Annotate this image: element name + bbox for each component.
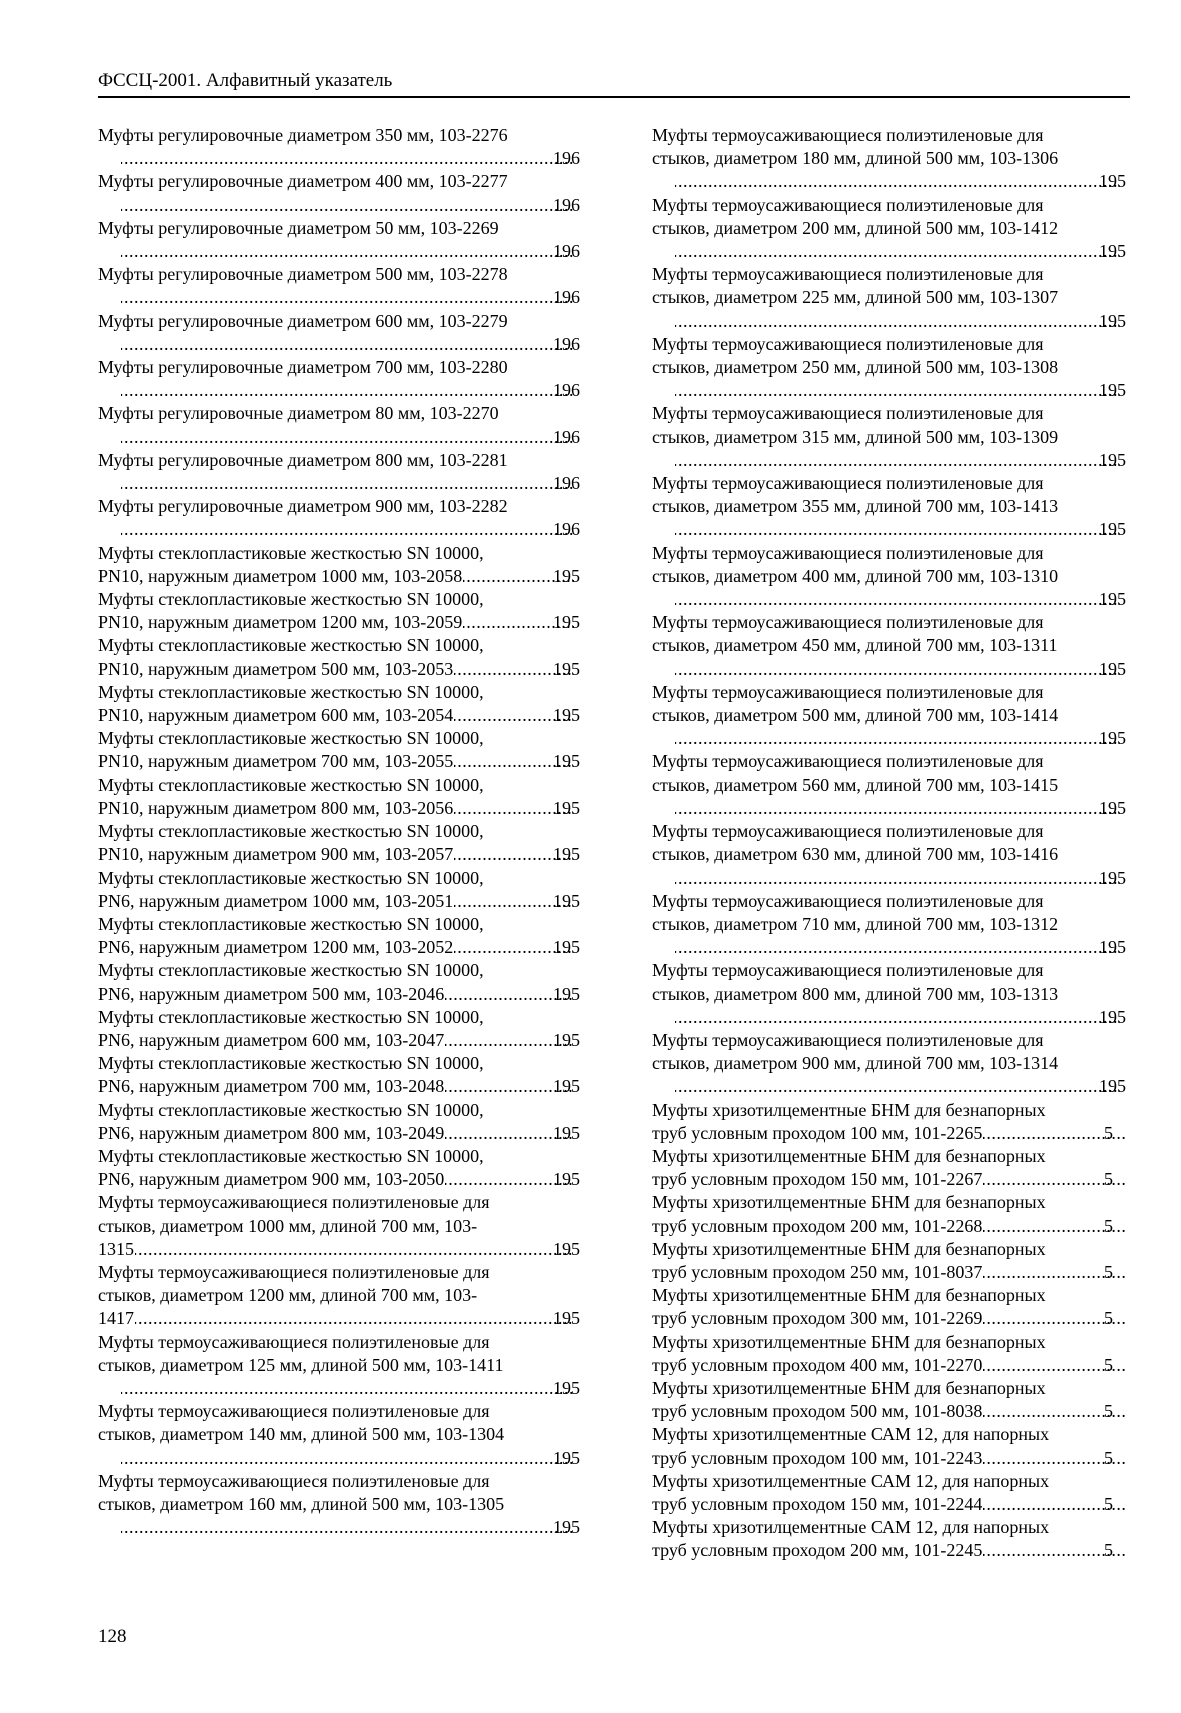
entry-line: Муфты термоусаживающиеся полиэтиленовые для [98, 1401, 490, 1422]
entry-tail-text: PN6, наружным диаметром 800 мм, 103-2049 [98, 1122, 445, 1143]
entry-leader-line: труб условным проходом 150 мм, 101-2244 ..... 5 [674, 1493, 1126, 1516]
entry-page-ref: 195 [553, 658, 580, 679]
entry-page-ref: 195 [553, 1308, 580, 1329]
dot-leader [675, 379, 1120, 402]
index-entry [98, 1191, 580, 1261]
entry-leader-line [120, 333, 580, 356]
entry-line: Муфты термоусаживающиеся полиэтиленовые для [652, 473, 1044, 494]
entry-tail-text: труб условным проходом 100 мм, 101-2243 [652, 1447, 983, 1468]
entry-line: Муфты стеклопластиковые жесткостью SN 10000, [98, 1053, 484, 1074]
entry-page-ref: 196 [553, 380, 580, 401]
entry-leader-line [98, 1307, 580, 1330]
entry-tail-text: PN6, наружным диаметром 500 мм, 103-2046 [98, 983, 445, 1004]
entry-page-ref: 195 [553, 844, 580, 865]
index-entry [652, 750, 1126, 820]
entry-leader-line [120, 194, 580, 217]
index-entry [652, 820, 1126, 890]
entry-page-ref: 195 [1099, 310, 1126, 331]
entry-line: стыков, диаметром 225 мм, длиной 500 мм, 103-1307 [652, 287, 1059, 308]
entry-tail-text: PN10, наружным диаметром 800 мм, 103-2056 [98, 797, 454, 818]
entry-line: стыков, диаметром 250 мм, длиной 500 мм, 103-1308 [652, 357, 1059, 378]
entry-line: Муфты регулировочные диаметром 50 мм, 103-2269 [98, 217, 499, 238]
entry-page-ref: 196 [553, 194, 580, 215]
entry-page-ref: 195 [1099, 867, 1126, 888]
entry-tail-text: труб условным проходом 250 мм, 101-8037 [652, 1261, 983, 1282]
entry-page-ref: 196 [553, 426, 580, 447]
dot-leader [675, 1075, 1120, 1098]
entry-page-ref: 196 [553, 519, 580, 540]
entry-leader-line [674, 797, 1126, 820]
entry-line: Муфты стеклопластиковые жесткостью SN 10000, [98, 774, 484, 795]
entry-tail-text: труб условным проходом 200 мм, 101-2268 [652, 1215, 983, 1236]
entry-line: стыков, диаметром 630 мм, длиной 700 мм, 103-1416 [652, 844, 1059, 865]
index-entry [652, 472, 1126, 542]
entry-leader-line [120, 1447, 580, 1470]
entry-line: Муфты термоусаживающиеся полиэтиленовые для [652, 264, 1044, 285]
entry-leader-line: труб условным проходом 100 мм, 101-2243 ..... 5 [674, 1447, 1126, 1470]
entry-line: стыков, диаметром 500 мм, длиной 700 мм, 103-1414 [652, 705, 1059, 726]
entry-line: стыков, диаметром 710 мм, длиной 700 мм, 103-1312 [652, 913, 1059, 934]
entry-line: Муфты термоусаживающиеся полиэтиленовые для [652, 333, 1044, 354]
dot-leader [121, 379, 574, 402]
entry-leader-line: труб условным проходом 400 мм, 101-2270 ..... 5 [674, 1354, 1126, 1377]
page-number: 128 [98, 1626, 127, 1647]
entry-leader-line [98, 1168, 580, 1191]
entry-tail-text: 1417 [98, 1308, 134, 1329]
index-entry [652, 124, 1126, 194]
entry-tail-text: PN10, наружным диаметром 1000 мм, 103-2058 [98, 565, 463, 586]
entry-page-ref: 196 [553, 287, 580, 308]
entry-leader-line [674, 518, 1126, 541]
dot-leader [675, 727, 1120, 750]
entry-line: Муфты регулировочные диаметром 350 мм, 103-2276 [98, 125, 508, 145]
entry-leader-line [98, 890, 580, 913]
entry-leader-line [674, 170, 1126, 193]
entry-page-ref: 195 [553, 1447, 580, 1468]
entry-page-ref: 195 [553, 1377, 580, 1398]
index-entry [652, 1099, 1126, 1145]
index-entry [652, 1191, 1126, 1237]
entry-line: Муфты хризотилцементные БНМ для безнапорных [652, 1099, 1046, 1120]
entry-page-ref: 195 [553, 1029, 580, 1050]
dot-leader [121, 1447, 574, 1470]
dot-leader [675, 240, 1120, 263]
entry-leader-line: труб условным проходом 100 мм, 101-2265 ..... 5 [674, 1122, 1126, 1145]
entry-tail-text: PN10, наружным диаметром 900 мм, 103-2057 [98, 844, 454, 865]
entry-line: стыков, диаметром 560 мм, длиной 700 мм, 103-1415 [652, 774, 1059, 795]
entry-leader-line [98, 936, 580, 959]
entry-line: стыков, диаметром 200 мм, длиной 500 мм, 103-1412 [652, 217, 1059, 238]
entry-page-ref: 195 [1099, 241, 1126, 262]
entry-page-ref: 195 [1099, 797, 1126, 818]
dot-leader [675, 518, 1120, 541]
entry-line: Муфты регулировочные диаметром 600 мм, 103-2279 [98, 310, 508, 331]
entry-leader-line [98, 658, 580, 681]
entry-tail-text: PN6, наружным диаметром 1000 мм, 103-2051 [98, 890, 454, 911]
index-entry [652, 542, 1126, 612]
entry-page-ref: 196 [553, 241, 580, 262]
dot-leader [121, 333, 574, 356]
entry-page-ref: 195 [553, 983, 580, 1004]
entry-page-ref: 195 [553, 1122, 580, 1143]
entry-line: стыков, диаметром 450 мм, длиной 700 мм, 103-1311 [652, 635, 1058, 656]
entry-leader-line [674, 1006, 1126, 1029]
entry-line: стыков, диаметром 315 мм, длиной 500 мм, 103-1309 [652, 426, 1059, 447]
entry-leader-line [674, 379, 1126, 402]
dot-leader [675, 867, 1120, 890]
index-entry [98, 449, 580, 495]
dot-leader [675, 797, 1120, 820]
entry-line: стыков, диаметром 355 мм, длиной 700 мм, 103-1413 [652, 496, 1059, 517]
index-entry [98, 402, 580, 448]
dot-leader [135, 1238, 574, 1261]
entry-line: Муфты хризотилцементные БНМ для безнапорных [652, 1238, 1046, 1259]
entry-page-ref: 195 [1099, 937, 1126, 958]
entry-page-ref: 195 [1099, 728, 1126, 749]
entry-leader-line [120, 286, 580, 309]
dot-leader [121, 426, 574, 449]
dot-leader [675, 658, 1120, 681]
entry-leader-line [674, 727, 1126, 750]
entry-tail-text: PN10, наружным диаметром 1200 мм, 103-2059 [98, 612, 463, 633]
entry-line: Муфты термоусаживающиеся полиэтиленовые для [98, 1192, 490, 1213]
entry-leader-line [674, 867, 1126, 890]
entry-page-ref: 195 [553, 1238, 580, 1259]
entry-page-ref: 195 [1099, 380, 1126, 401]
entry-tail-text: труб условным проходом 100 мм, 101-2265 [652, 1122, 983, 1143]
entry-tail-text: PN10, наружным диаметром 500 мм, 103-2053 [98, 658, 454, 679]
entry-tail-text: PN6, наружным диаметром 900 мм, 103-2050 [98, 1169, 445, 1190]
entry-line: Муфты стеклопластиковые жесткостью SN 10000, [98, 1006, 484, 1027]
dot-leader [121, 286, 574, 309]
entry-line: Муфты стеклопластиковые жесткостью SN 10000, [98, 821, 484, 842]
index-entry [652, 194, 1126, 264]
index-entry [98, 217, 580, 263]
entry-leader-line [98, 843, 580, 866]
entry-leader-line [98, 565, 580, 588]
entry-page-ref: 195 [1099, 519, 1126, 540]
entry-tail-text: PN6, наружным диаметром 600 мм, 103-2047 [98, 1029, 445, 1050]
entry-page-ref: 195 [1099, 1076, 1126, 1097]
index-entry [98, 1145, 580, 1191]
entry-line: стыков, диаметром 140 мм, длиной 500 мм, 103-1304 [98, 1424, 505, 1445]
entry-line: стыков, диаметром 400 мм, длиной 700 мм, 103-1310 [652, 565, 1059, 586]
dot-leader [121, 194, 574, 217]
entry-tail-text: PN6, наружным диаметром 1200 мм, 103-2052 [98, 937, 454, 958]
entry-page-ref: 196 [553, 333, 580, 354]
running-header [98, 68, 1130, 98]
dot-leader [121, 147, 574, 170]
entry-tail-text: PN6, наружным диаметром 700 мм, 103-2048 [98, 1076, 445, 1097]
entry-line: Муфты регулировочные диаметром 800 мм, 103-2281 [98, 449, 508, 470]
entry-line: Муфты термоусаживающиеся полиэтиленовые для [652, 612, 1044, 633]
index-entry [98, 727, 580, 773]
entry-leader-line [674, 588, 1126, 611]
entry-leader-line: труб условным проходом 150 мм, 101-2267 ..... 5 [674, 1168, 1126, 1191]
entry-line: Муфты термоусаживающиеся полиэтиленовые для [652, 125, 1044, 145]
entry-leader-line [674, 240, 1126, 263]
entry-page-ref: 195 [553, 565, 580, 586]
entry-line: Муфты стеклопластиковые жесткостью SN 10000, [98, 1099, 484, 1120]
entry-leader-line [98, 797, 580, 820]
entry-line: стыков, диаметром 800 мм, длиной 700 мм, 103-1313 [652, 983, 1059, 1004]
entry-page-ref: 195 [553, 612, 580, 633]
dot-leader [121, 518, 574, 541]
index-entry [98, 1261, 580, 1331]
index-entry [652, 1145, 1126, 1191]
entry-line: Муфты стеклопластиковые жесткостью SN 10000, [98, 635, 484, 656]
entry-tail-text: труб условным проходом 200 мм, 101-2245 [652, 1540, 983, 1561]
entry-leader-line: труб условным проходом 500 мм, 101-8038 ..... 5 [674, 1400, 1126, 1423]
entry-leader-line: труб условным проходом 200 мм, 101-2268 ..... 5 [674, 1215, 1126, 1238]
entry-line: Муфты хризотилцементные БНМ для безнапорных [652, 1145, 1046, 1166]
entry-line: Муфты термоусаживающиеся полиэтиленовые для [98, 1331, 490, 1352]
dot-leader [121, 1516, 574, 1539]
entry-leader-line [120, 1377, 580, 1400]
entry-leader-line [120, 518, 580, 541]
index-entry [98, 1470, 580, 1540]
entry-line: Муфты хризотилцементные САМ 12, для напорных [652, 1424, 1050, 1445]
entry-line: Муфты регулировочные диаметром 400 мм, 103-2277 [98, 171, 508, 192]
entry-line: Муфты термоусаживающиеся полиэтиленовые для [652, 1029, 1044, 1050]
entry-page-ref: 195 [553, 937, 580, 958]
index-column-right [652, 124, 1126, 1563]
entry-page-ref: 195 [1099, 589, 1126, 610]
entry-leader-line [120, 147, 580, 170]
entry-line: Муфты термоусаживающиеся полиэтиленовые для [98, 1470, 490, 1491]
entry-tail-text: труб условным проходом 300 мм, 101-2269 [652, 1308, 983, 1329]
entry-tail-text: PN10, наружным диаметром 600 мм, 103-2054 [98, 705, 454, 726]
entry-leader-line [98, 1238, 580, 1261]
entry-line: Муфты хризотилцементные БНМ для безнапорных [652, 1377, 1046, 1398]
entry-leader-line [98, 983, 580, 1006]
entry-leader-line [98, 1075, 580, 1098]
entry-leader-line: труб условным проходом 300 мм, 101-2269 ..... 5 [674, 1307, 1126, 1330]
entry-line: Муфты термоусаживающиеся полиэтиленовые для [652, 960, 1044, 981]
entry-page-ref: 196 [553, 473, 580, 494]
entry-leader-line [674, 449, 1126, 472]
entry-line: Муфты регулировочные диаметром 700 мм, 103-2280 [98, 357, 508, 378]
index-entry [652, 1331, 1126, 1377]
entry-page-ref: 195 [553, 890, 580, 911]
entry-line: стыков, диаметром 160 мм, длиной 500 мм, 103-1305 [98, 1493, 505, 1514]
dot-leader [675, 170, 1120, 193]
entry-tail-text: труб условным проходом 400 мм, 101-2270 [652, 1354, 983, 1375]
entry-line: Муфты хризотилцементные БНМ для безнапорных [652, 1285, 1046, 1306]
entry-line: Муфты стеклопластиковые жесткостью SN 10000, [98, 542, 484, 563]
entry-line: Муфты термоусаживающиеся полиэтиленовые для [652, 681, 1044, 702]
header-title: ФССЦ-2001. Алфавитный указатель [98, 70, 393, 91]
index-entry [652, 1284, 1126, 1330]
index-entry [98, 588, 580, 634]
entry-leader-line [674, 310, 1126, 333]
dot-leader [675, 449, 1120, 472]
entry-tail-text: 1315 [98, 1238, 134, 1259]
index-entry [652, 1470, 1126, 1516]
entry-leader-line [98, 1122, 580, 1145]
entry-page-ref: 195 [553, 797, 580, 818]
dot-leader [135, 1307, 574, 1330]
entry-line: Муфты регулировочные диаметром 900 мм, 103-2282 [98, 496, 508, 517]
index-entry [652, 402, 1126, 472]
entry-line: Муфты стеклопластиковые жесткостью SN 10000, [98, 960, 484, 981]
entry-line: Муфты термоусаживающиеся полиэтиленовые для [652, 403, 1044, 424]
entry-leader-line [120, 472, 580, 495]
entry-page-ref: 195 [1099, 449, 1126, 470]
entry-line: Муфты регулировочные диаметром 500 мм, 103-2278 [98, 264, 508, 285]
entry-line: Муфты хризотилцементные БНМ для безнапорных [652, 1331, 1046, 1352]
index-entry [98, 867, 580, 913]
entry-tail-text: труб условным проходом 150 мм, 101-2267 [652, 1169, 983, 1190]
entry-line: стыков, диаметром 180 мм, длиной 500 мм, 103-1306 [652, 148, 1059, 169]
entry-page-ref: 195 [1099, 171, 1126, 192]
entry-page-ref: 195 [553, 1076, 580, 1097]
entry-leader-line [98, 611, 580, 634]
index-entry [98, 820, 580, 866]
entry-leader-line: труб условным проходом 200 мм, 101-2245 ..... 5 [674, 1539, 1126, 1562]
entry-line: Муфты стеклопластиковые жесткостью SN 10000, [98, 728, 484, 749]
entry-line: Муфты термоусаживающиеся полиэтиленовые для [652, 751, 1044, 772]
entry-tail-text: труб условным проходом 150 мм, 101-2244 [652, 1493, 983, 1514]
index-entry [98, 263, 580, 309]
index-entry [652, 263, 1126, 333]
entry-line: Муфты стеклопластиковые жесткостью SN 10000, [98, 589, 484, 610]
entry-line: Муфты стеклопластиковые жесткостью SN 10000, [98, 913, 484, 934]
entry-leader-line [120, 426, 580, 449]
index-entry [98, 1099, 580, 1145]
dot-leader [675, 588, 1120, 611]
index-entry [652, 1423, 1126, 1469]
entry-page-ref: 195 [1099, 658, 1126, 679]
index-entry [652, 890, 1126, 960]
index-entry [98, 1400, 580, 1470]
entry-line: Муфты термоусаживающиеся полиэтиленовые для [98, 1261, 490, 1282]
entry-line: Муфты термоусаживающиеся полиэтиленовые для [652, 821, 1044, 842]
entry-line: Муфты хризотилцементные САМ 12, для напорных [652, 1470, 1050, 1491]
entry-line: Муфты стеклопластиковые жесткостью SN 10000, [98, 1145, 484, 1166]
entry-leader-line: труб условным проходом 250 мм, 101-8037 ..... 5 [674, 1261, 1126, 1284]
entry-page-ref: 196 [553, 148, 580, 169]
index-entry [98, 356, 580, 402]
dot-leader [121, 240, 574, 263]
entry-page-ref: 195 [553, 1517, 580, 1538]
index-entry [652, 959, 1126, 1029]
entry-leader-line [674, 936, 1126, 959]
entry-leader-line [98, 704, 580, 727]
index-entry [98, 681, 580, 727]
entry-line: Муфты термоусаживающиеся полиэтиленовые для [652, 890, 1044, 911]
index-entry [98, 959, 580, 1005]
entry-line: стыков, диаметром 125 мм, длиной 500 мм, 103-1411 [98, 1354, 504, 1375]
entry-leader-line [674, 1075, 1126, 1098]
index-column-left [98, 124, 580, 1539]
dot-leader [121, 472, 574, 495]
entry-line: Муфты хризотилцементные САМ 12, для напорных [652, 1517, 1050, 1538]
entry-line: Муфты термоусаживающиеся полиэтиленовые для [652, 542, 1044, 563]
index-entry [652, 333, 1126, 403]
dot-leader [675, 1006, 1120, 1029]
entry-leader-line [98, 750, 580, 773]
entry-line: Муфты термоусаживающиеся полиэтиленовые для [652, 194, 1044, 215]
index-entry [98, 170, 580, 216]
index-entry [98, 913, 580, 959]
index-entry [652, 681, 1126, 751]
entry-line: стыков, диаметром 900 мм, длиной 700 мм, 103-1314 [652, 1053, 1059, 1074]
entry-leader-line [98, 1029, 580, 1052]
entry-leader-line [674, 658, 1126, 681]
entry-leader-line [120, 379, 580, 402]
index-entry [652, 1238, 1126, 1284]
entry-tail-text: труб условным проходом 500 мм, 101-8038 [652, 1401, 983, 1422]
index-entry [98, 1052, 580, 1098]
dot-leader [121, 1377, 574, 1400]
entry-page-ref: 195 [1099, 1006, 1126, 1027]
entry-leader-line [120, 240, 580, 263]
dot-leader [675, 310, 1120, 333]
dot-leader [675, 936, 1120, 959]
index-entry [98, 542, 580, 588]
entry-line: стыков, диаметром 1200 мм, длиной 700 мм, 103- [98, 1285, 478, 1306]
entry-tail-text: PN10, наружным диаметром 700 мм, 103-2055 [98, 751, 454, 772]
entry-line: Муфты стеклопластиковые жесткостью SN 10000, [98, 867, 484, 888]
index-entry [98, 1006, 580, 1052]
index-entry [98, 634, 580, 680]
entry-leader-line [120, 1516, 580, 1539]
index-entry [652, 1029, 1126, 1099]
index-entry [652, 1377, 1126, 1423]
index-entry [98, 310, 580, 356]
entry-line: стыков, диаметром 1000 мм, длиной 700 мм, 103- [98, 1215, 478, 1236]
index-entry [98, 124, 580, 170]
index-entry [98, 1331, 580, 1401]
entry-page-ref: 195 [553, 705, 580, 726]
entry-page-ref: 195 [553, 1169, 580, 1190]
entry-line: Муфты регулировочные диаметром 80 мм, 103-2270 [98, 403, 499, 424]
index-entry [652, 1516, 1126, 1562]
entry-line: Муфты хризотилцементные БНМ для безнапорных [652, 1192, 1046, 1213]
entry-page-ref: 195 [553, 751, 580, 772]
entry-line: Муфты стеклопластиковые жесткостью SN 10000, [98, 681, 484, 702]
index-entry [98, 774, 580, 820]
index-entry [98, 495, 580, 541]
index-entry [652, 611, 1126, 681]
